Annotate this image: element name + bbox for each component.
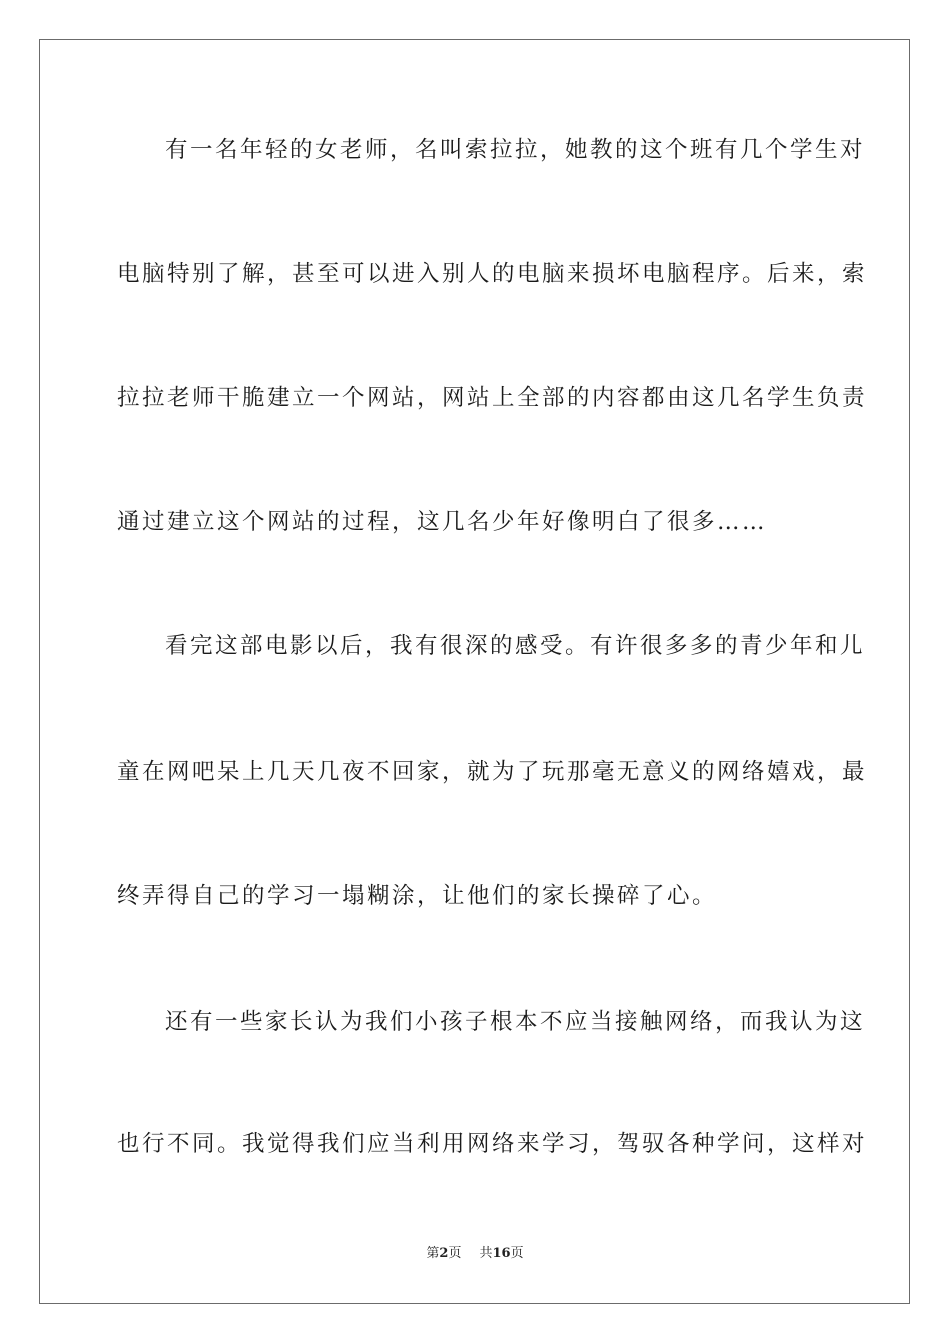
- paragraph-3-line-2: 童在网吧呆上几天几夜不回家，就为了玩那毫无意义的网络嬉戏，最: [117, 759, 868, 785]
- page-prefix: 第: [426, 1246, 440, 1261]
- paragraph-1-line-1: 有一名年轻的女老师，名叫索拉拉，她教的这个班有几个学生对: [165, 137, 866, 163]
- paragraph-4-line-1: 还有一些家长认为我们小孩子根本不应当接触网络，而我认为这: [165, 1009, 866, 1035]
- current-page-number: 2: [439, 1246, 449, 1261]
- paragraph-1-line-2: 电脑特别了解，甚至可以进入别人的电脑来损坏电脑程序。后来，索: [117, 261, 868, 287]
- paragraph-1-line-3: 拉拉老师干脆建立一个网站，网站上全部的内容都由这几名学生负责: [117, 385, 868, 411]
- total-prefix: 共: [479, 1246, 493, 1261]
- page-suffix: 页: [448, 1246, 462, 1261]
- total-page-count: 16: [492, 1246, 511, 1261]
- paragraph-4-line-2: 也行不同。我觉得我们应当利用网络来学习，驾驭各种学问，这样对: [117, 1131, 868, 1157]
- page-footer: [0, 1246, 950, 1262]
- page-border: [39, 39, 910, 1304]
- total-suffix: 页: [510, 1246, 524, 1261]
- paragraph-2-line-1: 通过建立这个网站的过程，这几名少年好像明白了很多……: [117, 509, 768, 535]
- paragraph-3-line-1: 看完这部电影以后，我有很深的感受。有许很多多的青少年和儿: [165, 633, 866, 659]
- paragraph-3-line-3: 终弄得自己的学习一塌糊涂，让他们的家长操碎了心。: [117, 883, 718, 909]
